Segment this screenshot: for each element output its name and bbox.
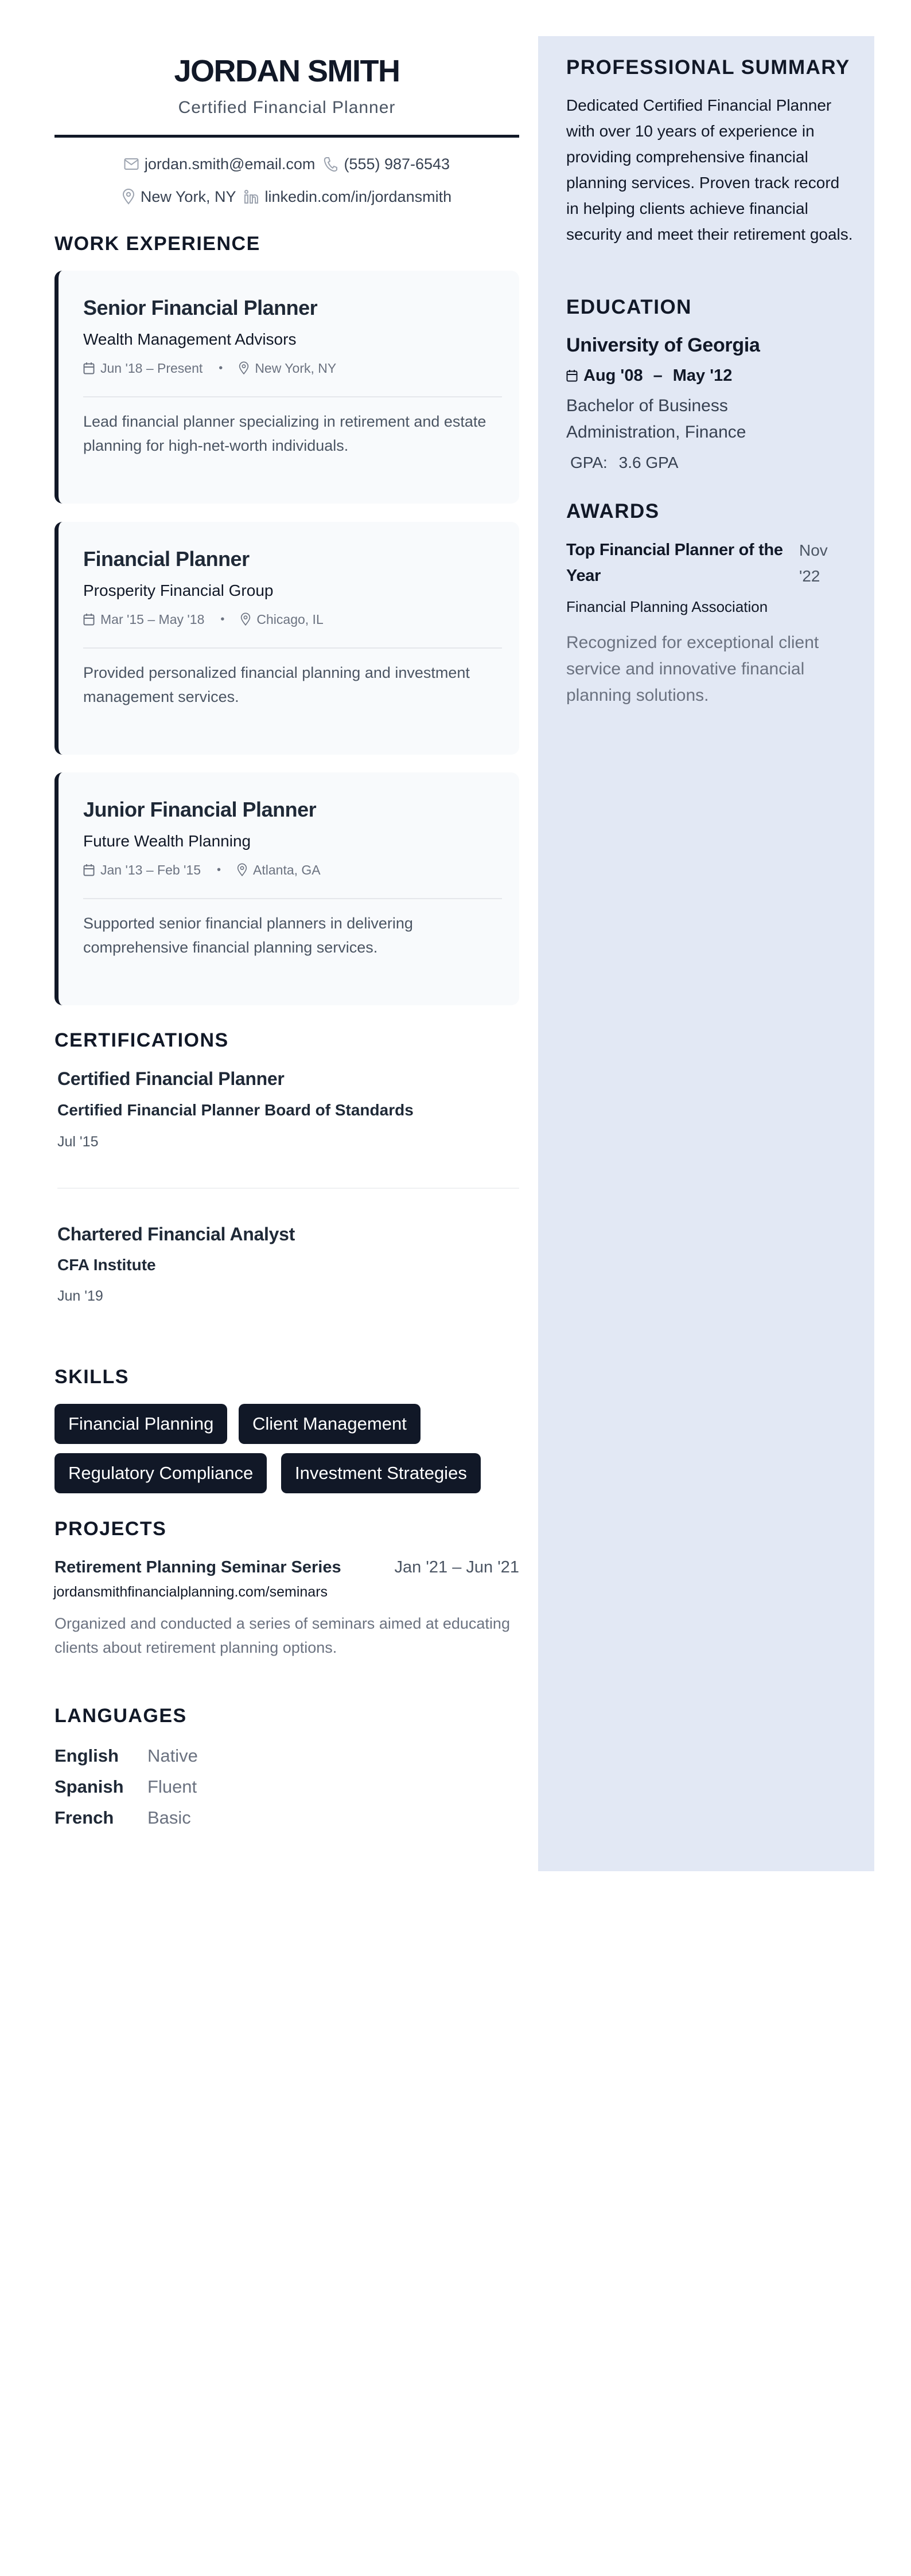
- education-start: Aug '08: [583, 366, 643, 385]
- linkedin-icon: [244, 189, 259, 204]
- candidate-name: JORDAN SMITH: [174, 54, 400, 88]
- skills-heading: SKILLS: [54, 1366, 129, 1388]
- card-divider: [83, 396, 502, 397]
- linkedin-text: linkedin.com/in/jordansmith: [264, 188, 452, 205]
- project-dates: Jan '21 – Jun '21: [394, 1558, 519, 1576]
- certification-name: Chartered Financial Analyst: [57, 1224, 295, 1244]
- gpa-value: 3.6 GPA: [618, 454, 679, 471]
- location-text: New York, NY: [140, 188, 236, 205]
- contact-email[interactable]: [124, 154, 316, 174]
- candidate-title: Certified Financial Planner: [178, 98, 396, 117]
- gpa-label: GPA:: [570, 454, 608, 471]
- education-gpa: [570, 452, 678, 473]
- calendar-icon: [83, 864, 95, 876]
- phone-text: (555) 987-6543: [344, 155, 450, 173]
- date-dash: –: [653, 366, 663, 385]
- language-level: Basic: [147, 1808, 191, 1828]
- job-description: Provided personalized financial planning and investment management services.: [83, 664, 470, 705]
- company-name: Future Wealth Planning: [83, 832, 251, 850]
- language-name: Spanish: [54, 1777, 124, 1797]
- work-card: [54, 772, 519, 1005]
- summary-heading: PROFESSIONAL SUMMARY: [566, 56, 850, 79]
- award-issuer: Financial Planning Association: [566, 598, 768, 615]
- meta-separator: •: [220, 613, 225, 626]
- education-end: May '12: [672, 366, 733, 385]
- map-pin-icon: [240, 612, 251, 626]
- skill-chip: Financial Planning: [54, 1404, 227, 1444]
- education-school: University of Georgia: [566, 334, 760, 356]
- work-card: [54, 271, 519, 504]
- job-title: Financial Planner: [83, 547, 250, 571]
- skill-chip: Investment Strategies: [281, 1453, 481, 1493]
- job-location: Chicago, IL: [256, 612, 324, 627]
- certifications-heading: CERTIFICATIONS: [54, 1029, 229, 1051]
- certification-date: Jul '15: [57, 1134, 99, 1150]
- job-dates: Jan '13 – Feb '15: [100, 862, 201, 877]
- certification-issuer: CFA Institute: [57, 1256, 156, 1274]
- summary-text: Dedicated Certified Financial Planner with over 10 years of experience in providing comprehensive financial planning services. Proven track record in helping clients achieve financial security and meet their retirement goals.: [566, 96, 853, 243]
- map-pin-icon: [122, 189, 135, 205]
- calendar-icon: [83, 362, 95, 374]
- job-meta: [83, 360, 336, 377]
- language-name: English: [54, 1746, 119, 1766]
- project-title: Retirement Planning Seminar Series: [54, 1558, 341, 1576]
- company-name: Prosperity Financial Group: [83, 581, 274, 599]
- award-date: Nov '22: [799, 541, 828, 585]
- job-dates: Jun '18 – Present: [100, 361, 203, 376]
- map-pin-icon: [239, 361, 249, 375]
- language-level: Fluent: [147, 1777, 197, 1797]
- calendar-icon: [566, 369, 578, 382]
- card-divider: [83, 647, 502, 649]
- meta-separator: •: [219, 362, 223, 374]
- skill-chip: Client Management: [239, 1404, 421, 1444]
- job-meta: [83, 861, 321, 879]
- project-description: Organized and conducted a series of seminars aimed at educating clients about retirement planning options.: [54, 1615, 510, 1656]
- company-name: Wealth Management Advisors: [83, 330, 297, 348]
- certification-divider: [57, 1188, 519, 1189]
- email-text: jordan.smith@email.com: [144, 155, 316, 173]
- job-meta: [83, 611, 324, 628]
- job-location: New York, NY: [255, 361, 337, 376]
- contact-row-1: [54, 154, 519, 174]
- work-experience-heading: WORK EXPERIENCE: [54, 233, 260, 255]
- languages-heading: LANGUAGES: [54, 1705, 187, 1727]
- contact-phone[interactable]: [323, 154, 450, 174]
- map-pin-icon: [237, 863, 247, 877]
- language-name: French: [54, 1808, 114, 1828]
- skill-chip: Regulatory Compliance: [54, 1453, 267, 1493]
- phone-icon: [323, 156, 338, 172]
- contact-row-2: [54, 186, 519, 207]
- education-heading: EDUCATION: [566, 296, 692, 318]
- calendar-icon: [83, 613, 95, 626]
- certification-name: Certified Financial Planner: [57, 1068, 285, 1089]
- header-divider: [54, 135, 519, 138]
- job-description: Lead financial planner specializing in retirement and estate planning for high-net-worth individuals.: [83, 413, 486, 454]
- language-level: Native: [147, 1746, 198, 1766]
- contact-location: [122, 186, 236, 207]
- award-title: Top Financial Planner of the Year: [566, 541, 783, 585]
- work-card: [54, 522, 519, 755]
- awards-heading: AWARDS: [566, 500, 660, 522]
- job-title: Junior Financial Planner: [83, 798, 317, 821]
- award-description: Recognized for exceptional client service and innovative financial planning solutions.: [566, 633, 819, 705]
- mail-icon: [124, 158, 139, 170]
- job-dates: Mar '15 – May '18: [100, 612, 205, 627]
- contact-linkedin[interactable]: [244, 186, 451, 207]
- job-title: Senior Financial Planner: [83, 296, 318, 319]
- job-description: Supported senior financial planners in delivering comprehensive financial planning services.: [83, 915, 413, 956]
- card-divider: [83, 898, 502, 899]
- education-dates: [566, 365, 732, 387]
- project-link[interactable]: jordansmithfinancialplanning.com/seminars: [53, 1584, 328, 1600]
- certification-issuer: Certified Financial Planner Board of Standards: [57, 1101, 414, 1119]
- projects-heading: PROJECTS: [54, 1518, 167, 1540]
- job-location: Atlanta, GA: [253, 862, 321, 877]
- certification-date: Jun '19: [57, 1288, 103, 1304]
- meta-separator: •: [217, 864, 221, 876]
- education-degree: Bachelor of Business Administration, Finance: [566, 396, 746, 442]
